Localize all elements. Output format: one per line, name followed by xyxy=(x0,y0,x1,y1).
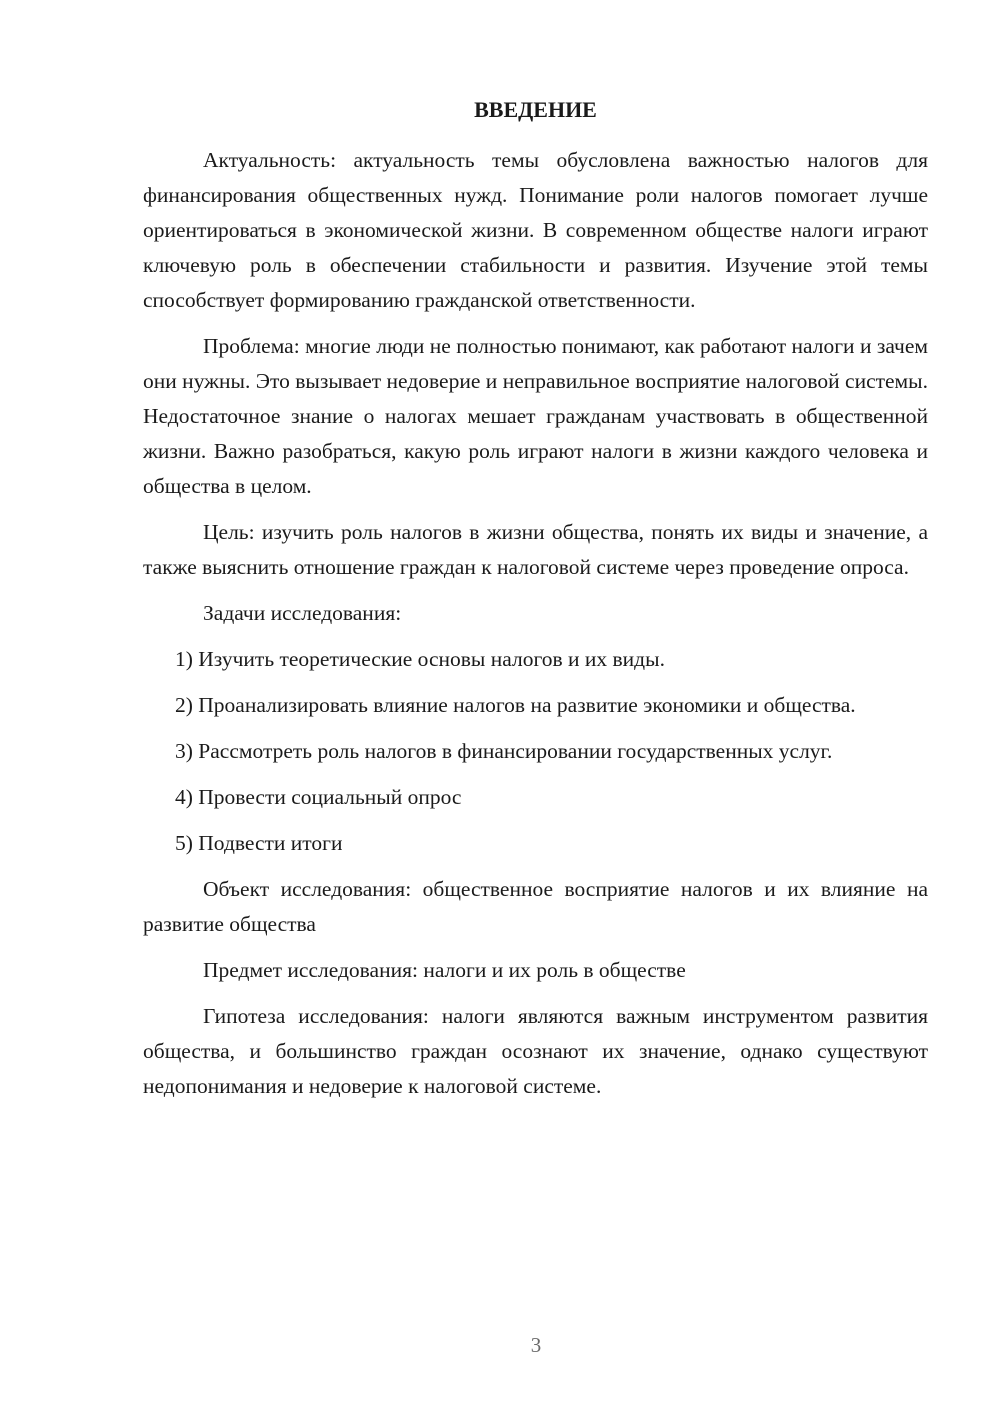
page-content xyxy=(143,94,928,1115)
task-item-5: 5) Подвести итоги xyxy=(175,831,343,855)
paragraph-goal: Цель: изучить роль налогов в жизни общества, понять их виды и значение, а также выяснить отношение граждан к налоговой системе через проведение опроса. xyxy=(143,520,928,579)
page-number: 3 xyxy=(530,1333,542,1357)
paragraph-object: Объект исследования: общественное восприятие налогов и их влияние на развитие общества xyxy=(143,877,928,936)
section-title: ВВЕДЕНИЕ xyxy=(474,97,597,122)
paragraph-hypothesis: Гипотеза исследования: налоги являются важным инструментом развития общества, и большинство граждан осознают их значение, однако существуют недопонимания и недоверие к налоговой системе. xyxy=(143,1004,928,1098)
paragraph-problem: Проблема: многие люди не полностью понимают, как работают налоги и зачем они нужны. Это вызывает недоверие и неправильное восприятие налоговой системы. Недостаточное знание о налогах мешает гражданам участвовать в общественной жизни. Важно разобраться, какую роль играют налоги в жизни каждого человека и общества в целом. xyxy=(143,334,928,498)
task-item-4: 4) Провести социальный опрос xyxy=(175,785,462,809)
tasks-heading: Задачи исследования: xyxy=(203,601,402,625)
paragraph-subject: Предмет исследования: налоги и их роль в обществе xyxy=(203,958,686,982)
paragraph-relevance: Актуальность: актуальность темы обусловлена важностью налогов для финансирования общественных нужд. Понимание роли налогов помогает лучше ориентироваться в экономической жизни. В современном обществе налоги играют ключевую роль в обеспечении стабильности и развития. Изучение этой темы способствует формированию гражданской ответственности. xyxy=(143,148,928,312)
task-item-3: 3) Рассмотреть роль налогов в финансировании государственных услуг. xyxy=(175,739,833,763)
task-item-1: 1) Изучить теоретические основы налогов и их виды. xyxy=(175,647,665,671)
task-item-2: 2) Проанализировать влияние налогов на развитие экономики и общества. xyxy=(175,693,856,717)
